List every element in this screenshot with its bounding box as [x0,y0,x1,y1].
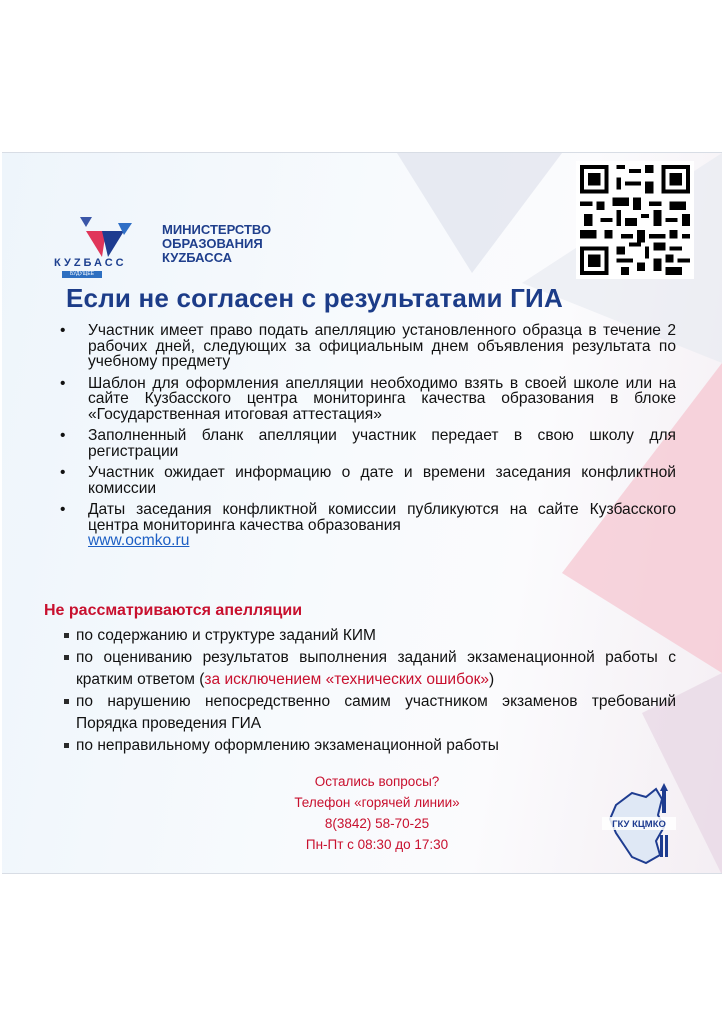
list-item-text: Даты заседания конфликтной комиссии публикуются на сайте Кузбасского центра мониторинга качества образования [88,501,676,534]
ministry-line-1: МИНИСТЕРСТВО [162,222,272,237]
list-item-text: Участник ожидает информацию о дате и времени заседания конфликтной комиссии [88,464,676,497]
bullet-icon: • [60,374,66,392]
logo-tagline: БУДУЩЕЕ [62,271,102,278]
qr-code-icon [576,161,694,279]
contact-question: Остались вопросы? [314,774,440,789]
bullet-icon: • [60,464,66,481]
contact-hours: Пн-Пт с 08:30 до 17:30 [305,837,449,852]
list-item [64,691,676,735]
ministry-line-2: ОБРАЗОВАНИЯ [162,236,263,251]
logo-brand-text: КУZБАСС [54,257,127,269]
list-item [64,625,676,647]
bullet-icon: • [60,427,66,444]
contact-phone: 8(3842) 58-70-25 [324,816,430,831]
list-item [60,428,676,459]
list-item-text: по нарушению непосредственно самим участником экзаменов требований Порядка проведения ГИА [76,693,676,732]
contact-block [262,771,492,855]
info-list [60,323,676,555]
square-bullet-icon [64,743,69,748]
list-item [60,376,676,423]
list-item [60,502,676,549]
list-item-text: по оцениванию результатов выполнения заданий экзаменационной работы с кратким ответом ( [76,649,676,688]
square-bullet-icon [64,699,69,704]
list-item [64,735,676,757]
not-considered-title: Не рассматриваются апелляции [44,602,303,619]
not-considered-list [64,625,676,757]
ministry-line-3: КУZБАССА [162,250,233,265]
highlight-text: за исключением «технических ошибок» [204,671,489,688]
square-bullet-icon [64,655,69,660]
list-item-text: Заполненный бланк апелляции участник передает в свою школу для регистрации [88,427,676,460]
bullet-icon: • [60,322,66,339]
list-item-text: по неправильному оформлению экзаменационной работы [76,737,499,754]
list-item-text: по содержанию и структуре заданий КИМ [76,627,376,644]
contact-hotline-label: Телефон «горячей линии» [294,795,460,810]
ministry-name [162,223,271,265]
website-link[interactable]: www.ocmko.ru [88,532,190,549]
list-item-text: Шаблон для оформления апелляции необходимо взять в своей школе или на сайте Кузбасского центра мониторинга качества образования в блоке «Государственная итоговая аттестация» [88,374,676,423]
list-item [60,465,676,496]
list-item [60,323,676,370]
bullet-icon: • [60,501,66,518]
page-title: Если не согласен с результатами ГИА [66,283,563,313]
list-item-text: Участник имеет право подать апелляцию установленного образца в течение 2 рабочих дней, следующих за официальным днем объявления результата по учебному предмету [88,322,676,370]
square-bullet-icon [64,633,69,638]
kcmko-logo-icon [602,783,682,867]
list-item-text: ) [488,671,495,688]
poster [2,152,722,874]
kcmko-logo-label: ГКУ КЦМКО [612,819,666,830]
list-item [64,647,676,691]
